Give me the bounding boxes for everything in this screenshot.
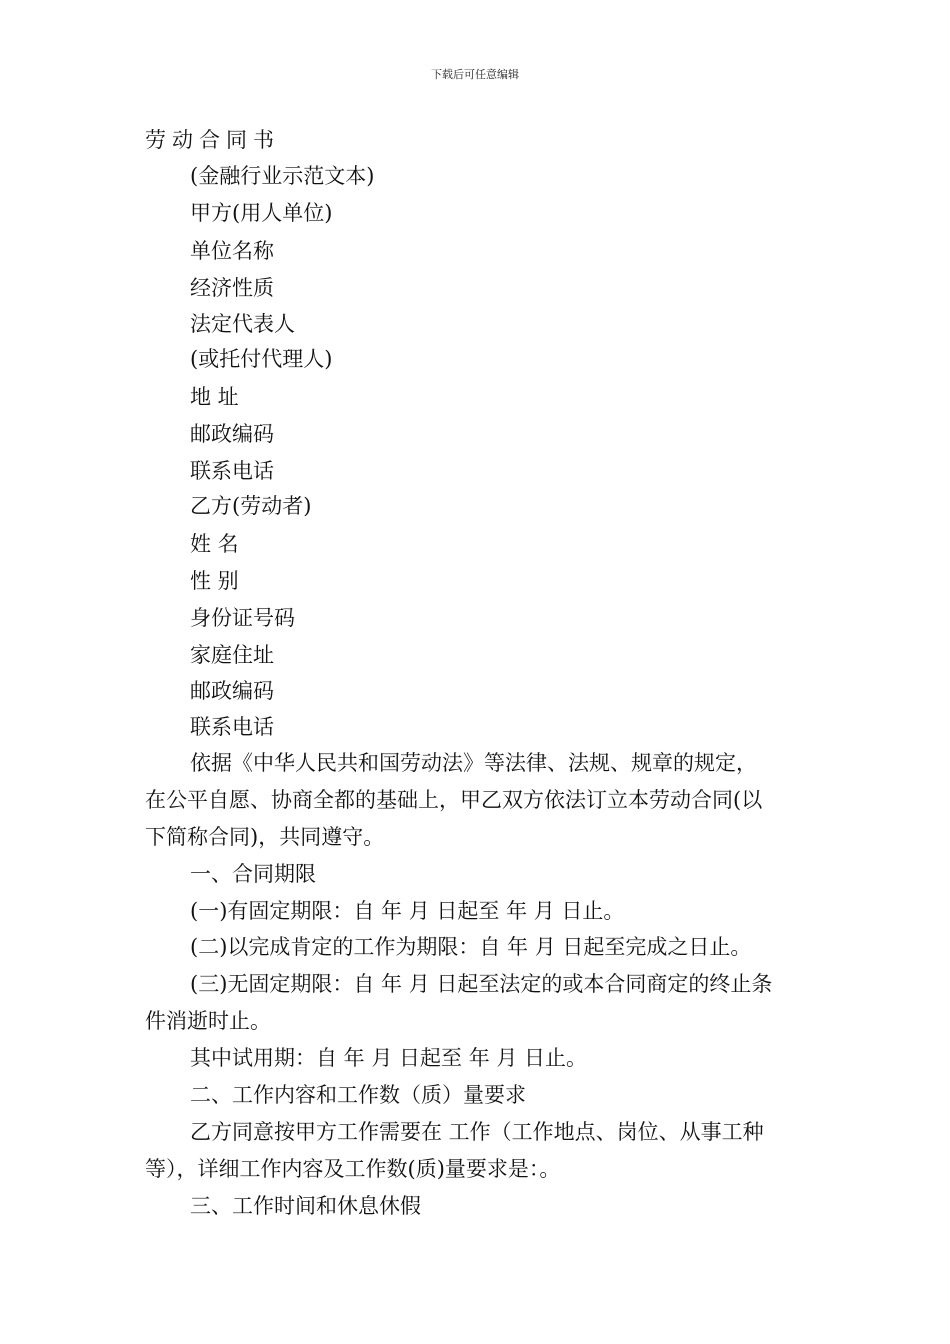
document-title: 劳动合同书 <box>145 128 280 152</box>
party-a-heading: 甲方(用人单位) <box>190 201 333 225</box>
page-header: 下载后可任意编辑 <box>431 68 519 81</box>
field-label-phone-b: 联系电话 <box>190 715 274 739</box>
section-2-heading: 二、工作内容和工作数（质）量要求 <box>190 1083 526 1107</box>
preamble-line-1: 依据《中华人民共和国劳动法》等法律、法规、规章的规定， <box>190 751 757 775</box>
field-label-unit-name: 单位名称 <box>190 239 274 263</box>
field-label-phone-a: 联系电话 <box>190 459 274 483</box>
section-1-item-c-line-2: 件消逝时止。 <box>145 1009 271 1033</box>
field-label-id-number: 身份证号码 <box>190 606 295 630</box>
section-3-heading: 三、工作时间和休息休假 <box>190 1194 421 1218</box>
section-2-line-2: 等），详细工作内容及工作数(质)量要求是：。 <box>145 1157 561 1181</box>
field-label-postcode-b: 邮政编码 <box>190 679 274 703</box>
section-1-heading: 一、合同期限 <box>190 862 316 886</box>
field-label-postcode-a: 邮政编码 <box>190 422 274 446</box>
preamble-line-2: 在公平自愿、协商全都的基础上，甲乙双方依法订立本劳动合同(以 <box>145 788 763 812</box>
party-b-heading: 乙方(劳动者) <box>190 494 312 518</box>
field-label-agent: (或托付代理人) <box>190 347 333 371</box>
field-label-gender: 性 别 <box>190 569 239 593</box>
field-label-legal-rep: 法定代表人 <box>190 312 295 336</box>
section-1-item-c-line-1: (三)无固定期限：自 年 月 日起至法定的或本合同商定的终止条 <box>190 972 773 996</box>
section-1-probation: 其中试用期：自 年 月 日起至 年 月 日止。 <box>190 1046 588 1070</box>
section-2-line-1: 乙方同意按甲方工作需要在 工作（工作地点、岗位、从事工种 <box>190 1120 764 1144</box>
field-label-home-address: 家庭住址 <box>190 643 274 667</box>
field-label-name: 姓 名 <box>190 532 239 556</box>
section-1-item-a: (一)有固定期限：自 年 月 日起至 年 月 日止。 <box>190 899 625 923</box>
preamble-line-3: 下简称合同)，共同遵守。 <box>145 825 385 849</box>
section-1-item-b: (二)以完成肯定的工作为期限：自 年 月 日起至完成之日止。 <box>190 935 752 959</box>
subtitle: (金融行业示范文本) <box>190 164 375 188</box>
field-label-economic-nature: 经济性质 <box>190 276 274 300</box>
field-label-address: 地 址 <box>190 385 239 409</box>
